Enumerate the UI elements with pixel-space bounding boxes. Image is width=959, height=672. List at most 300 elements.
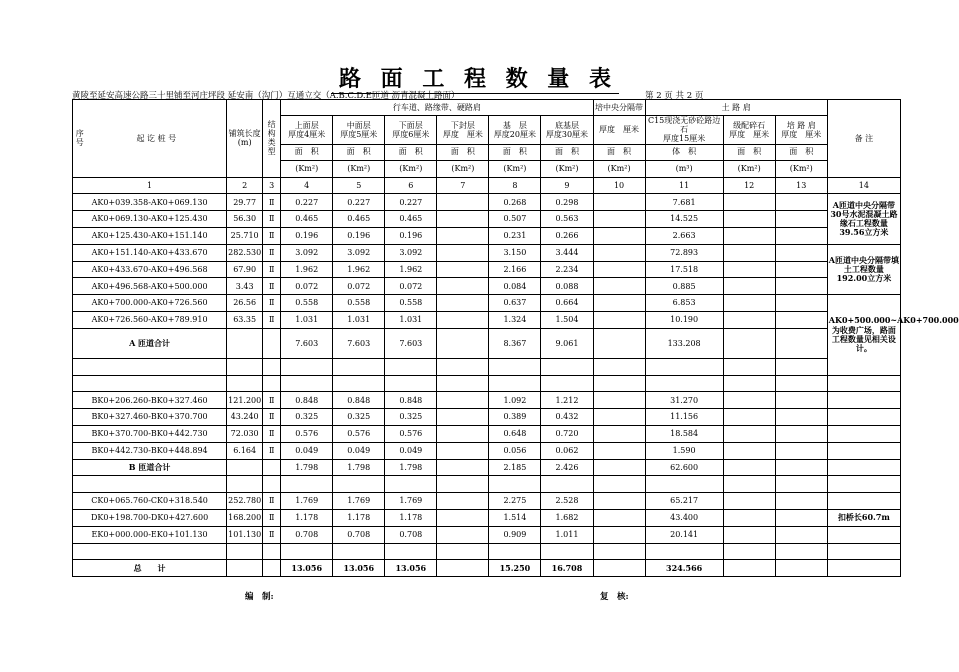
structure-cell: Ⅱ (263, 526, 281, 543)
value-cell-c8: 0.268 (489, 194, 541, 211)
value-cell-c12 (723, 278, 775, 295)
value-cell-c6: 3.092 (385, 244, 437, 261)
header-area: 面 积 (723, 144, 775, 160)
header-unit: (Km²) (489, 160, 541, 177)
value-cell-c8: 1.324 (489, 311, 541, 328)
remark-cell: 扣桥长60.7m (827, 509, 900, 526)
station-cell: AK0+039.358-AK0+069.130 (73, 194, 227, 211)
value-cell-c5: 0.325 (333, 409, 385, 426)
value-cell-c9: 1.682 (541, 509, 593, 526)
value-cell-c6: 0.848 (385, 392, 437, 409)
header-unit: (m³) (645, 160, 723, 177)
header-group-shoulder: 土 路 肩 (645, 100, 827, 116)
value-cell-c10 (593, 328, 645, 358)
value-cell-c10 (593, 409, 645, 426)
header-area: 面 积 (489, 144, 541, 160)
station-cell: BK0+370.700-BK0+442.730 (73, 425, 227, 442)
value-cell-c9: 2.426 (541, 459, 593, 476)
value-cell-c10 (593, 278, 645, 295)
structure-cell: Ⅱ (263, 392, 281, 409)
value-cell-c7 (437, 476, 489, 493)
value-cell-c5: 0.558 (333, 295, 385, 312)
value-cell-c4: 0.576 (281, 425, 333, 442)
value-cell-c11 (645, 358, 723, 375)
value-cell-c7 (437, 375, 489, 392)
station-cell: AK0+069.130-AK0+125.430 (73, 211, 227, 228)
value-cell-c5: 1.031 (333, 311, 385, 328)
length-cell (227, 328, 263, 358)
value-cell-c12 (723, 425, 775, 442)
value-cell-c4: 1.962 (281, 261, 333, 278)
value-cell-c13 (775, 194, 827, 211)
value-cell-c4: 1.798 (281, 459, 333, 476)
station-cell: AK0+496.568-AK0+500.000 (73, 278, 227, 295)
value-cell-c13 (775, 244, 827, 261)
header-layer-8: 基 层 厚度20厘米 (489, 116, 541, 145)
header-shoulder-fill: 培 路 肩 厚度 厘米 (775, 116, 827, 145)
value-cell-c10 (593, 375, 645, 392)
header-unit: (Km²) (593, 160, 645, 177)
value-cell-c9: 3.444 (541, 244, 593, 261)
value-cell-c12 (723, 244, 775, 261)
value-cell-c10 (593, 295, 645, 312)
value-cell-c12 (723, 442, 775, 459)
header-layer-4: 上面层 厚度4厘米 (281, 116, 333, 145)
value-cell-c8: 0.231 (489, 227, 541, 244)
value-cell-c8: 1.514 (489, 509, 541, 526)
value-cell-c8: 1.092 (489, 392, 541, 409)
value-cell-c11: 14.525 (645, 211, 723, 228)
value-cell-c12 (723, 526, 775, 543)
length-cell: 282.530 (227, 244, 263, 261)
table-row (73, 311, 901, 328)
table-row (73, 278, 901, 295)
value-cell-c11: 18.584 (645, 425, 723, 442)
value-cell-c9: 0.266 (541, 227, 593, 244)
length-cell: 29.77 (227, 194, 263, 211)
header-length: 铺筑长度(m) (227, 100, 263, 178)
header-unit: (Km²) (775, 160, 827, 177)
value-cell-c6: 1.031 (385, 311, 437, 328)
value-cell-c8: 0.389 (489, 409, 541, 426)
value-cell-c5: 1.178 (333, 509, 385, 526)
table-row (73, 560, 901, 577)
value-cell-c11: 31.270 (645, 392, 723, 409)
value-cell-c6: 0.227 (385, 194, 437, 211)
value-cell-c13 (775, 261, 827, 278)
header-row-1 (73, 100, 901, 116)
value-cell-c9 (541, 358, 593, 375)
value-cell-c13 (775, 409, 827, 426)
value-cell-c8: 2.166 (489, 261, 541, 278)
table-row (73, 328, 901, 358)
header-layer-7: 下封层 厚度 厘米 (437, 116, 489, 145)
station-cell: CK0+065.760-CK0+318.540 (73, 493, 227, 510)
value-cell-c4 (281, 543, 333, 560)
value-cell-c8 (489, 358, 541, 375)
value-cell-c4: 0.049 (281, 442, 333, 459)
value-cell-c7 (437, 560, 489, 577)
value-cell-c5: 0.465 (333, 211, 385, 228)
value-cell-c12 (723, 392, 775, 409)
col-number: 7 (437, 177, 489, 194)
header-area: 面 积 (333, 144, 385, 160)
value-cell-c13 (775, 375, 827, 392)
remark-cell (827, 476, 900, 493)
column-number-row (73, 177, 901, 194)
value-cell-c11: 11.156 (645, 409, 723, 426)
value-cell-c9: 1.212 (541, 392, 593, 409)
header-seq: 序号 (73, 100, 87, 178)
value-cell-c12 (723, 295, 775, 312)
project-subtitle: 黄陵至延安高速公路三十里铺至河庄坪段 延安南（沟门）互通立交（A.B.C.D.E匝道 沥青混凝土路面） (72, 91, 460, 101)
value-cell-c10 (593, 194, 645, 211)
structure-cell (263, 543, 281, 560)
table-row (73, 459, 901, 476)
value-cell-c9: 2.234 (541, 261, 593, 278)
value-cell-c11 (645, 375, 723, 392)
header-area: 面 积 (593, 144, 645, 160)
table-row (73, 358, 901, 375)
value-cell-c4: 3.092 (281, 244, 333, 261)
value-cell-c11: 10.190 (645, 311, 723, 328)
table-row (73, 509, 901, 526)
value-cell-c6: 1.769 (385, 493, 437, 510)
value-cell-c11: 72.893 (645, 244, 723, 261)
value-cell-c13 (775, 227, 827, 244)
editor-label: 编 制: (245, 592, 274, 602)
table-row (73, 476, 901, 493)
value-cell-c11: 133.208 (645, 328, 723, 358)
value-cell-c10 (593, 459, 645, 476)
length-cell: 56.30 (227, 211, 263, 228)
station-cell: AK0+125.430-AK0+151.140 (73, 227, 227, 244)
value-cell-c11: 62.600 (645, 459, 723, 476)
value-cell-c4: 7.603 (281, 328, 333, 358)
value-cell-c5: 13.056 (333, 560, 385, 577)
header-area: 面 积 (775, 144, 827, 160)
value-cell-c5: 0.576 (333, 425, 385, 442)
value-cell-c5: 1.962 (333, 261, 385, 278)
value-cell-c7 (437, 409, 489, 426)
value-cell-c8: 0.056 (489, 442, 541, 459)
value-cell-c6: 13.056 (385, 560, 437, 577)
remark-cell (827, 459, 900, 476)
value-cell-c8: 0.648 (489, 425, 541, 442)
value-cell-c8: 0.084 (489, 278, 541, 295)
header-unit: (Km²) (385, 160, 437, 177)
table-row (73, 409, 901, 426)
value-cell-c9: 0.088 (541, 278, 593, 295)
value-cell-c11: 43.400 (645, 509, 723, 526)
value-cell-c6: 0.558 (385, 295, 437, 312)
col-number: 10 (593, 177, 645, 194)
table-row (73, 261, 901, 278)
value-cell-c11: 6.853 (645, 295, 723, 312)
col-number: 8 (489, 177, 541, 194)
header-layer-6: 下面层 厚度6厘米 (385, 116, 437, 145)
length-cell (227, 560, 263, 577)
col-number: 3 (263, 177, 281, 194)
value-cell-c4: 1.769 (281, 493, 333, 510)
length-cell (227, 375, 263, 392)
value-cell-c9: 0.664 (541, 295, 593, 312)
header-layer-9: 底基层 厚度30厘米 (541, 116, 593, 145)
value-cell-c6: 7.603 (385, 328, 437, 358)
remark-cell (827, 425, 900, 442)
value-cell-c6: 0.049 (385, 442, 437, 459)
length-cell: 26.56 (227, 295, 263, 312)
value-cell-c11: 0.885 (645, 278, 723, 295)
value-cell-c4: 0.072 (281, 278, 333, 295)
station-cell: AK0+726.560-AK0+789.910 (73, 311, 227, 328)
value-cell-c10 (593, 425, 645, 442)
value-cell-c10 (593, 358, 645, 375)
header-remarks: 备 注 (827, 100, 900, 178)
value-cell-c6: 1.798 (385, 459, 437, 476)
value-cell-c8: 3.150 (489, 244, 541, 261)
remark-cell (827, 560, 900, 577)
remark-cell: A匝道中央分隔带填土工程数量192.00立方米 (827, 244, 900, 294)
value-cell-c7 (437, 358, 489, 375)
value-cell-c4: 0.558 (281, 295, 333, 312)
structure-cell: Ⅱ (263, 278, 281, 295)
header-area: 面 积 (281, 144, 333, 160)
remark-cell (827, 543, 900, 560)
value-cell-c11: 20.141 (645, 526, 723, 543)
length-cell: 67.90 (227, 261, 263, 278)
value-cell-c12 (723, 358, 775, 375)
header-area: 面 积 (385, 144, 437, 160)
value-cell-c8 (489, 476, 541, 493)
header-station: 起 讫 桩 号 (87, 100, 227, 178)
table-row (73, 211, 901, 228)
quantity-table (72, 99, 959, 577)
length-cell (227, 358, 263, 375)
value-cell-c8 (489, 543, 541, 560)
value-cell-c5 (333, 358, 385, 375)
value-cell-c4: 0.708 (281, 526, 333, 543)
structure-cell: Ⅱ (263, 194, 281, 211)
value-cell-c10 (593, 526, 645, 543)
value-cell-c13 (775, 526, 827, 543)
station-cell: EK0+000.000-EK0+101.130 (73, 526, 227, 543)
station-cell: BK0+442.730-BK0+448.894 (73, 442, 227, 459)
remark-cell (827, 392, 900, 409)
value-cell-c11 (645, 543, 723, 560)
value-cell-c4 (281, 375, 333, 392)
value-cell-c12 (723, 194, 775, 211)
value-cell-c10 (593, 560, 645, 577)
structure-cell (263, 476, 281, 493)
value-cell-c12 (723, 493, 775, 510)
station-cell: A 匝道合计 (73, 328, 227, 358)
header-layer-5: 中面层 厚度5厘米 (333, 116, 385, 145)
value-cell-c10 (593, 311, 645, 328)
value-cell-c7 (437, 425, 489, 442)
value-cell-c13 (775, 442, 827, 459)
structure-cell: Ⅱ (263, 425, 281, 442)
remark-cell (827, 375, 900, 392)
value-cell-c8: 2.185 (489, 459, 541, 476)
header-unit: (Km²) (541, 160, 593, 177)
value-cell-c4 (281, 358, 333, 375)
value-cell-c4: 0.465 (281, 211, 333, 228)
value-cell-c11: 65.217 (645, 493, 723, 510)
value-cell-c13 (775, 560, 827, 577)
value-cell-c13 (775, 425, 827, 442)
station-cell (73, 375, 227, 392)
value-cell-c13 (775, 509, 827, 526)
value-cell-c8 (489, 375, 541, 392)
station-cell: BK0+206.260-BK0+327.460 (73, 392, 227, 409)
structure-cell: Ⅱ (263, 227, 281, 244)
value-cell-c6: 1.178 (385, 509, 437, 526)
value-cell-c8: 0.507 (489, 211, 541, 228)
value-cell-c13 (775, 278, 827, 295)
value-cell-c4: 1.031 (281, 311, 333, 328)
structure-cell: Ⅱ (263, 244, 281, 261)
station-cell (73, 543, 227, 560)
value-cell-c5: 0.196 (333, 227, 385, 244)
table-row (73, 526, 901, 543)
length-cell: 6.164 (227, 442, 263, 459)
value-cell-c6: 0.465 (385, 211, 437, 228)
length-cell: 72.030 (227, 425, 263, 442)
value-cell-c9: 9.061 (541, 328, 593, 358)
value-cell-c7 (437, 311, 489, 328)
value-cell-c13 (775, 295, 827, 312)
value-cell-c8: 0.637 (489, 295, 541, 312)
length-cell: 168.200 (227, 509, 263, 526)
value-cell-c6: 0.196 (385, 227, 437, 244)
value-cell-c4: 1.178 (281, 509, 333, 526)
value-cell-c10 (593, 244, 645, 261)
table-row (73, 295, 901, 312)
length-cell: 101.130 (227, 526, 263, 543)
value-cell-c6 (385, 358, 437, 375)
length-cell: 25.710 (227, 227, 263, 244)
page-title: 路 面 工 程 数 量 表 (0, 62, 950, 93)
value-cell-c5: 0.049 (333, 442, 385, 459)
header-median-thickness: 厚度 厘米 (593, 116, 645, 145)
value-cell-c8: 0.909 (489, 526, 541, 543)
value-cell-c10 (593, 392, 645, 409)
length-cell: 252.780 (227, 493, 263, 510)
length-cell: 43.240 (227, 409, 263, 426)
value-cell-c7 (437, 261, 489, 278)
col-number: 12 (723, 177, 775, 194)
value-cell-c13 (775, 211, 827, 228)
structure-cell (263, 358, 281, 375)
value-cell-c9: 0.432 (541, 409, 593, 426)
col-number: 5 (333, 177, 385, 194)
station-cell: AK0+151.140-AK0+433.670 (73, 244, 227, 261)
value-cell-c7 (437, 211, 489, 228)
structure-cell (263, 375, 281, 392)
remark-cell: AK0+500.000~AK0+700.000为收费广场，路面工程数量见相关设计。 (827, 295, 900, 375)
structure-cell (263, 328, 281, 358)
value-cell-c12 (723, 227, 775, 244)
value-cell-c8: 8.367 (489, 328, 541, 358)
value-cell-c9 (541, 476, 593, 493)
table-row (73, 244, 901, 261)
station-cell: BK0+327.460-BK0+370.700 (73, 409, 227, 426)
value-cell-c9 (541, 543, 593, 560)
remark-cell (827, 493, 900, 510)
length-cell: 3.43 (227, 278, 263, 295)
header-area: 面 积 (541, 144, 593, 160)
value-cell-c6: 0.072 (385, 278, 437, 295)
value-cell-c6: 0.576 (385, 425, 437, 442)
value-cell-c4: 0.848 (281, 392, 333, 409)
header-group-roadway: 行车道、路缘带、硬路肩 (281, 100, 593, 116)
value-cell-c5 (333, 375, 385, 392)
value-cell-c7 (437, 543, 489, 560)
value-cell-c11 (645, 476, 723, 493)
page-indicator: 第 2 页 共 2 页 (645, 91, 704, 101)
value-cell-c9: 0.298 (541, 194, 593, 211)
value-cell-c5: 0.848 (333, 392, 385, 409)
col-number: 1 (73, 177, 227, 194)
value-cell-c11: 7.681 (645, 194, 723, 211)
header-unit: (Km²) (333, 160, 385, 177)
value-cell-c12 (723, 560, 775, 577)
structure-cell: Ⅱ (263, 295, 281, 312)
value-cell-c7 (437, 194, 489, 211)
structure-cell: Ⅱ (263, 509, 281, 526)
value-cell-c7 (437, 244, 489, 261)
value-cell-c11: 1.590 (645, 442, 723, 459)
value-cell-c5: 0.708 (333, 526, 385, 543)
header-structure: 结构类型 (263, 100, 281, 178)
structure-cell: Ⅱ (263, 409, 281, 426)
value-cell-c12 (723, 375, 775, 392)
value-cell-c5 (333, 543, 385, 560)
value-cell-c12 (723, 543, 775, 560)
value-cell-c11: 2.663 (645, 227, 723, 244)
value-cell-c8: 2.275 (489, 493, 541, 510)
header-unit: (Km²) (281, 160, 333, 177)
structure-cell: Ⅱ (263, 211, 281, 228)
header-area: 面 积 (437, 144, 489, 160)
reviewer-label: 复 核: (600, 592, 629, 602)
value-cell-c12 (723, 459, 775, 476)
value-cell-c4: 0.196 (281, 227, 333, 244)
value-cell-c7 (437, 295, 489, 312)
value-cell-c7 (437, 227, 489, 244)
value-cell-c12 (723, 311, 775, 328)
station-cell: AK0+433.670-AK0+496.568 (73, 261, 227, 278)
value-cell-c4: 0.227 (281, 194, 333, 211)
value-cell-c6: 1.962 (385, 261, 437, 278)
col-number: 9 (541, 177, 593, 194)
value-cell-c13 (775, 392, 827, 409)
value-cell-c10 (593, 227, 645, 244)
value-cell-c9: 2.528 (541, 493, 593, 510)
col-number: 2 (227, 177, 263, 194)
value-cell-c13 (775, 459, 827, 476)
value-cell-c5: 1.769 (333, 493, 385, 510)
col-number: 14 (827, 177, 900, 194)
header-volume: 体 积 (645, 144, 723, 160)
value-cell-c6 (385, 543, 437, 560)
station-cell (73, 476, 227, 493)
value-cell-c11: 324.566 (645, 560, 723, 577)
value-cell-c7 (437, 278, 489, 295)
header-unit: (Km²) (437, 160, 489, 177)
value-cell-c10 (593, 493, 645, 510)
